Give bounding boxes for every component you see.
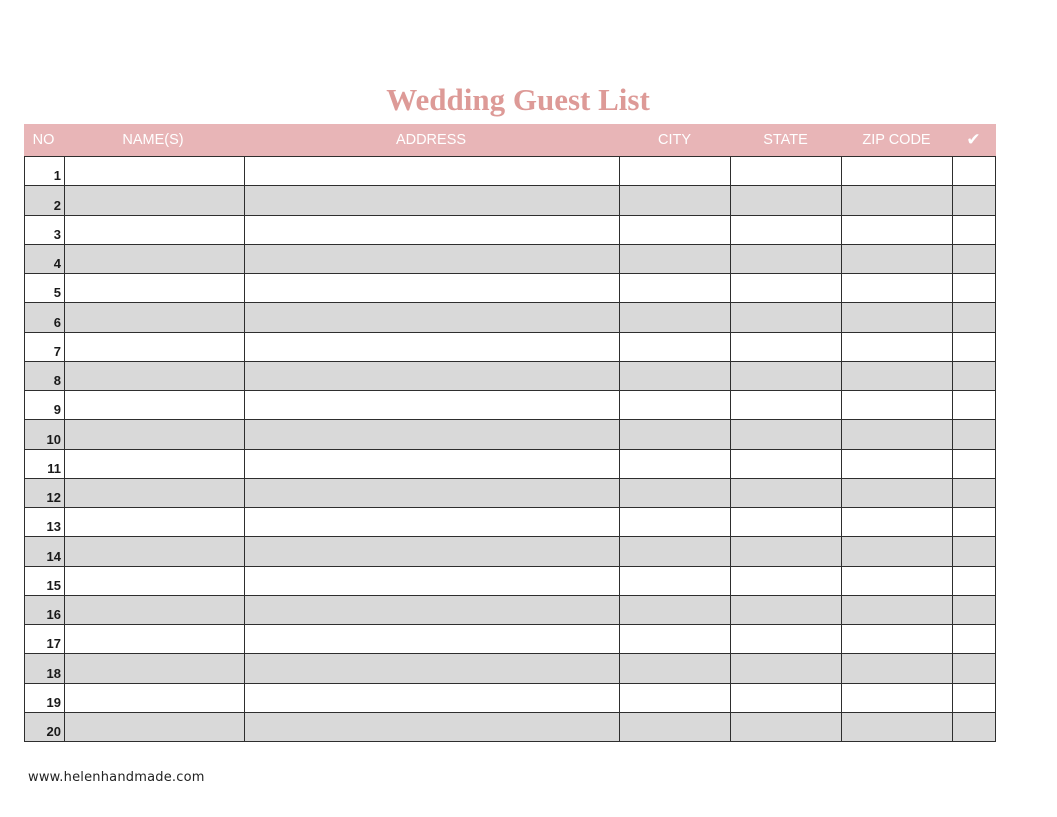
cell-no: 9: [53, 402, 61, 418]
cell-city[interactable]: [619, 157, 730, 185]
table-row: [25, 244, 995, 273]
cell-name[interactable]: [64, 157, 244, 185]
cell-city[interactable]: [619, 362, 730, 390]
column-header-no: NO: [32, 132, 55, 148]
table-row: [25, 390, 995, 419]
table-row: [25, 683, 995, 712]
cell-zip-code[interactable]: [841, 333, 952, 361]
cell-check[interactable]: [952, 303, 995, 331]
cell-no: 18: [46, 665, 61, 681]
cell-name[interactable]: [64, 567, 244, 595]
cell-no: 19: [46, 694, 61, 710]
cell-zip-code[interactable]: [841, 186, 952, 214]
cell-city[interactable]: [619, 216, 730, 244]
cell-address[interactable]: [244, 625, 620, 653]
cell-address[interactable]: [244, 684, 620, 712]
website-url: www.helenhandmade.com: [28, 770, 205, 785]
cell-zip-code[interactable]: [841, 216, 952, 244]
cell-check[interactable]: [952, 596, 995, 624]
cell-city[interactable]: [619, 391, 730, 419]
cell-state[interactable]: [730, 508, 841, 536]
cell-name[interactable]: [64, 245, 244, 273]
cell-check[interactable]: [952, 245, 995, 273]
cell-city[interactable]: [619, 450, 730, 478]
cell-city[interactable]: [619, 625, 730, 653]
page-title: Wedding Guest List: [386, 82, 650, 117]
cell-no: 10: [46, 431, 61, 447]
cell-address[interactable]: [244, 274, 620, 302]
cell-address[interactable]: [244, 186, 620, 214]
cell-address[interactable]: [244, 157, 620, 185]
cell-no: 14: [46, 548, 61, 564]
cell-zip-code[interactable]: [841, 362, 952, 390]
cell-address[interactable]: [244, 479, 620, 507]
cell-name[interactable]: [64, 450, 244, 478]
cell-state[interactable]: [730, 420, 841, 448]
cell-zip-code[interactable]: [841, 654, 952, 682]
cell-state[interactable]: [730, 654, 841, 682]
cell-city[interactable]: [619, 508, 730, 536]
cell-city[interactable]: [619, 537, 730, 565]
cell-zip-code[interactable]: [841, 596, 952, 624]
column-header-address: ADDRESS: [395, 132, 467, 148]
cell-state[interactable]: [730, 479, 841, 507]
cell-zip-code[interactable]: [841, 420, 952, 448]
column-header-check: [952, 124, 995, 156]
cell-no: 3: [53, 226, 61, 242]
cell-address[interactable]: [244, 654, 620, 682]
cell-address[interactable]: [244, 420, 620, 448]
column-header-zip-code: ZIP CODE: [862, 132, 931, 148]
cell-city[interactable]: [619, 303, 730, 331]
cell-name[interactable]: [64, 479, 244, 507]
cell-city[interactable]: [619, 567, 730, 595]
cell-city[interactable]: [619, 420, 730, 448]
table-row: [25, 332, 995, 361]
cell-no: 8: [53, 373, 61, 388]
cell-address[interactable]: [244, 245, 620, 273]
table-row: [25, 536, 995, 565]
cell-zip-code[interactable]: [841, 684, 952, 712]
cell-check[interactable]: [952, 216, 995, 244]
cell-state[interactable]: [730, 303, 841, 331]
cell-check[interactable]: [952, 274, 995, 302]
table-row: [25, 156, 995, 185]
cell-zip-code[interactable]: [841, 713, 952, 741]
table-row: [25, 595, 995, 624]
cell-address[interactable]: [244, 362, 620, 390]
table-row: [25, 712, 995, 741]
cell-name[interactable]: [64, 420, 244, 448]
cell-address[interactable]: [244, 508, 620, 536]
table-row: [25, 419, 995, 448]
cell-address[interactable]: [244, 596, 620, 624]
cell-no: 20: [46, 724, 61, 739]
cell-name[interactable]: [64, 684, 244, 712]
cell-state[interactable]: [730, 157, 841, 185]
cell-check[interactable]: [952, 625, 995, 653]
guest-table: [24, 156, 996, 742]
cell-zip-code[interactable]: [841, 274, 952, 302]
cell-no: 7: [53, 343, 61, 359]
table-row: [25, 449, 995, 478]
cell-state[interactable]: [730, 450, 841, 478]
cell-check[interactable]: [952, 450, 995, 478]
cell-name[interactable]: [64, 596, 244, 624]
cell-city[interactable]: [619, 274, 730, 302]
table-row: [25, 653, 995, 682]
cell-no: 6: [53, 314, 61, 330]
table-row: [25, 273, 995, 302]
cell-no: 13: [46, 519, 61, 535]
cell-state[interactable]: [730, 537, 841, 565]
cell-name[interactable]: [64, 391, 244, 419]
cell-no: 15: [46, 577, 61, 593]
cell-state[interactable]: [730, 684, 841, 712]
cell-state[interactable]: [730, 362, 841, 390]
cell-name[interactable]: [64, 303, 244, 331]
cell-address[interactable]: [244, 567, 620, 595]
cell-state[interactable]: [730, 713, 841, 741]
table-header: [24, 124, 996, 156]
column-header-state: STATE: [763, 132, 808, 148]
cell-name[interactable]: [64, 216, 244, 244]
table-row: [25, 566, 995, 595]
cell-check[interactable]: [952, 186, 995, 214]
cell-zip-code[interactable]: [841, 450, 952, 478]
cell-check[interactable]: [952, 420, 995, 448]
cell-address[interactable]: [244, 333, 620, 361]
cell-zip-code[interactable]: [841, 245, 952, 273]
cell-state[interactable]: [730, 186, 841, 214]
cell-no: 16: [46, 607, 61, 622]
cell-city[interactable]: [619, 245, 730, 273]
column-header-names: NAME(S): [122, 132, 184, 148]
cell-state[interactable]: [730, 274, 841, 302]
cell-city[interactable]: [619, 713, 730, 741]
cell-state[interactable]: [730, 245, 841, 273]
table-row: [25, 478, 995, 507]
cell-name[interactable]: [64, 537, 244, 565]
cell-no: 5: [53, 285, 61, 301]
cell-check[interactable]: [952, 684, 995, 712]
cell-check[interactable]: [952, 333, 995, 361]
table-row: [25, 185, 995, 214]
cell-check[interactable]: [952, 508, 995, 536]
table-row: [25, 507, 995, 536]
cell-state[interactable]: [730, 596, 841, 624]
table-row: [25, 624, 995, 653]
cell-city[interactable]: [619, 186, 730, 214]
cell-check[interactable]: [952, 157, 995, 185]
cell-address[interactable]: [244, 537, 620, 565]
cell-check[interactable]: [952, 391, 995, 419]
table-row: [25, 302, 995, 331]
cell-state[interactable]: [730, 625, 841, 653]
cell-state[interactable]: [730, 333, 841, 361]
cell-check[interactable]: [952, 537, 995, 565]
cell-city[interactable]: [619, 684, 730, 712]
cell-city[interactable]: [619, 479, 730, 507]
cell-name[interactable]: [64, 362, 244, 390]
cell-no: 2: [53, 197, 61, 213]
cell-check[interactable]: [952, 567, 995, 595]
cell-address[interactable]: [244, 450, 620, 478]
cell-name[interactable]: [64, 625, 244, 653]
cell-state[interactable]: [730, 391, 841, 419]
cell-city[interactable]: [619, 596, 730, 624]
cell-zip-code[interactable]: [841, 508, 952, 536]
cell-no: 1: [53, 168, 61, 184]
cell-state[interactable]: [730, 567, 841, 595]
cell-city[interactable]: [619, 654, 730, 682]
cell-check[interactable]: [952, 713, 995, 741]
cell-check[interactable]: [952, 654, 995, 682]
table-row: [25, 361, 995, 390]
cell-check[interactable]: [952, 479, 995, 507]
cell-name[interactable]: [64, 713, 244, 741]
column-header-city: CITY: [657, 132, 692, 148]
cell-address[interactable]: [244, 391, 620, 419]
cell-zip-code[interactable]: [841, 391, 952, 419]
cell-zip-code[interactable]: [841, 625, 952, 653]
cell-address[interactable]: [244, 303, 620, 331]
cell-address[interactable]: [244, 216, 620, 244]
cell-name[interactable]: [64, 654, 244, 682]
cell-zip-code[interactable]: [841, 537, 952, 565]
cell-name[interactable]: [64, 333, 244, 361]
cell-name[interactable]: [64, 508, 244, 536]
cell-name[interactable]: [64, 186, 244, 214]
cell-zip-code[interactable]: [841, 567, 952, 595]
cell-check[interactable]: [952, 362, 995, 390]
cell-address[interactable]: [244, 713, 620, 741]
cell-state[interactable]: [730, 216, 841, 244]
cell-zip-code[interactable]: [841, 479, 952, 507]
cell-no: 12: [46, 490, 61, 505]
cell-no: 17: [46, 636, 61, 652]
cell-zip-code[interactable]: [841, 303, 952, 331]
cell-city[interactable]: [619, 333, 730, 361]
cell-no: 4: [53, 256, 61, 271]
table-row: [25, 215, 995, 244]
check-mark-icon: ✔: [966, 130, 981, 149]
cell-no: 11: [47, 460, 61, 476]
cell-zip-code[interactable]: [841, 157, 952, 185]
cell-name[interactable]: [64, 274, 244, 302]
